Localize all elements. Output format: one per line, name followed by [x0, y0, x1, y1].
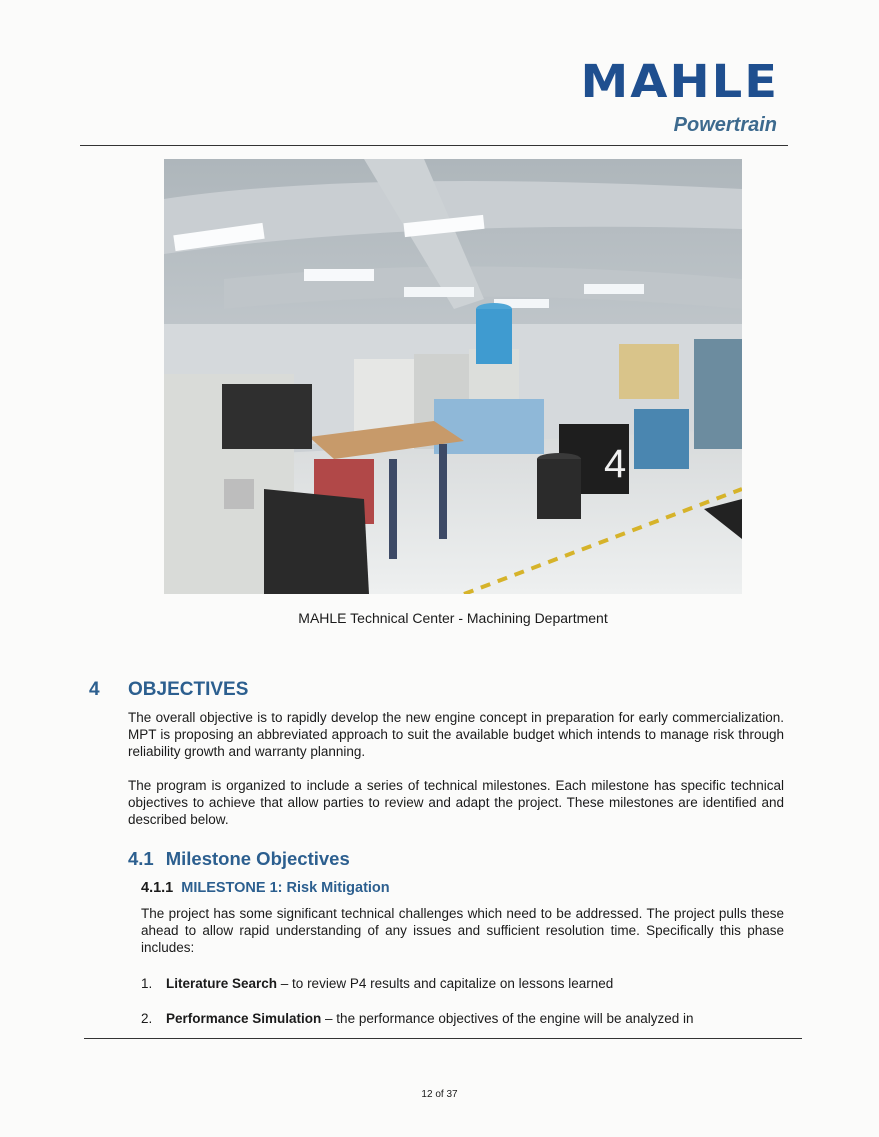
subsection-title: Milestone Objectives [165, 848, 350, 869]
list-item [141, 1011, 784, 1026]
photo-caption: MAHLE Technical Center - Machining Department [298, 610, 608, 626]
list-item-text: – to review P4 results and capitalize on lessons learned [277, 976, 614, 991]
subsubsection-title: MILESTONE 1: Risk Mitigation [181, 880, 390, 896]
subsubsection-heading [141, 880, 390, 896]
objectives-paragraph-1: The overall objective is to rapidly develop the new engine concept in preparation for early commercialization. MPT is proposing an abbreviated approach to suit the available budget which intends to manage risk through reliability growth and warranty planning. [128, 710, 784, 759]
footer-rule [84, 1038, 802, 1039]
header-rule [80, 145, 788, 146]
list-item-term: Literature Search [166, 976, 278, 991]
milestone-1-paragraph: The project has some significant technical challenges which need to be addressed. The project pulls these ahead to allow rapid understanding of any issues and sufficient resolution time. Specifically this phase includes: [141, 906, 784, 955]
section-number: 4 [89, 679, 100, 700]
list-item-number: 2. [141, 1011, 153, 1026]
list-item [141, 976, 784, 991]
section-title: OBJECTIVES [128, 679, 249, 700]
subsection-heading [128, 848, 350, 870]
list-item-number: 1. [141, 976, 153, 991]
objectives-paragraph-2: The program is organized to include a series of technical milestones. Each milestone has specific technical objectives to achieve that allow parties to review and adapt the project. These milestones are identified and described below. [128, 778, 784, 827]
page-number: 12 of 37 [421, 1089, 458, 1100]
photo-illustration [164, 159, 742, 594]
mahle-logo [580, 55, 779, 137]
logo-subtitle: Powertrain [673, 114, 777, 136]
subsubsection-number: 4.1.1 [141, 880, 174, 896]
subsection-number: 4.1 [128, 848, 154, 869]
machining-department-photo [164, 159, 742, 594]
list-item-term: Performance Simulation [166, 1011, 322, 1026]
logo-brand: MAHLE [580, 55, 779, 109]
svg-text:4: 4 [604, 442, 627, 486]
section-heading [89, 679, 248, 701]
list-item-text: – the performance objectives of the engine will be analyzed in [321, 1011, 694, 1026]
